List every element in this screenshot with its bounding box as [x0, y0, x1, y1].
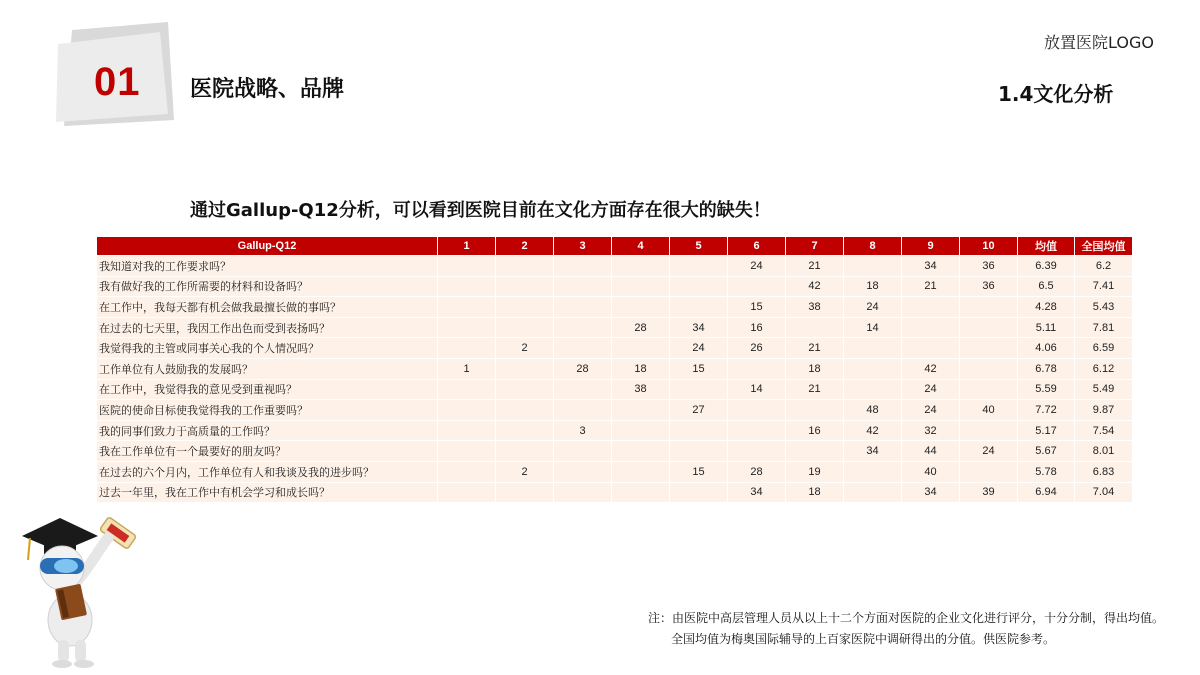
score-cell: 27 — [670, 400, 728, 421]
score-cell: 5.17 — [1018, 420, 1075, 441]
score-cell: 6.83 — [1075, 461, 1133, 482]
column-header: 全国均值 — [1075, 237, 1133, 256]
score-cell — [612, 276, 670, 297]
score-cell — [670, 276, 728, 297]
table-row — [97, 441, 1133, 462]
column-header: 均值 — [1018, 237, 1075, 256]
score-cell — [554, 256, 612, 277]
score-cell — [960, 420, 1018, 441]
score-cell: 32 — [902, 420, 960, 441]
score-cell — [612, 338, 670, 359]
table-row — [97, 400, 1133, 421]
score-cell: 7.54 — [1075, 420, 1133, 441]
score-cell — [670, 297, 728, 318]
score-cell — [554, 276, 612, 297]
score-cell: 24 — [728, 256, 786, 277]
score-cell: 42 — [902, 358, 960, 379]
score-cell: 34 — [728, 482, 786, 503]
question-cell: 在过去的六个月内，工作单位有人和我谈及我的进步吗？ — [97, 461, 438, 482]
graduate-figure-illustration — [18, 508, 158, 672]
score-cell: 42 — [786, 276, 844, 297]
score-cell — [728, 420, 786, 441]
column-header: 8 — [844, 237, 902, 256]
question-cell: 我知道对我的工作要求吗？ — [97, 256, 438, 277]
score-cell — [496, 276, 554, 297]
score-cell — [496, 482, 554, 503]
score-cell — [612, 400, 670, 421]
score-cell — [438, 420, 496, 441]
score-cell: 5.67 — [1018, 441, 1075, 462]
score-cell — [728, 441, 786, 462]
score-cell: 8.01 — [1075, 441, 1133, 462]
logo-placeholder: 放置医院LOGO — [1044, 33, 1154, 52]
score-cell: 28 — [612, 317, 670, 338]
table-row — [97, 461, 1133, 482]
question-cell: 我的同事们致力于高质量的工作吗？ — [97, 420, 438, 441]
score-cell — [670, 256, 728, 277]
score-cell — [670, 441, 728, 462]
score-cell: 15 — [728, 297, 786, 318]
score-cell: 18 — [786, 358, 844, 379]
table-row — [97, 420, 1133, 441]
score-cell: 2 — [496, 461, 554, 482]
score-cell — [902, 338, 960, 359]
footnote-line-2: 全国均值为梅奥国际辅导的上百家医院中调研得出的分值。供医院参考。 — [671, 632, 1056, 646]
column-header-question: Gallup-Q12 — [97, 237, 438, 256]
score-cell: 5.78 — [1018, 461, 1075, 482]
score-cell: 28 — [728, 461, 786, 482]
score-cell: 24 — [960, 441, 1018, 462]
score-cell: 6.78 — [1018, 358, 1075, 379]
score-cell: 5.49 — [1075, 379, 1133, 400]
score-cell — [496, 441, 554, 462]
score-cell — [554, 482, 612, 503]
score-cell: 18 — [786, 482, 844, 503]
score-cell — [554, 461, 612, 482]
score-cell: 7.41 — [1075, 276, 1133, 297]
score-cell — [496, 317, 554, 338]
score-cell: 4.06 — [1018, 338, 1075, 359]
gallup-q12-table — [96, 236, 1133, 503]
score-cell: 7.04 — [1075, 482, 1133, 503]
question-cell: 工作单位有人鼓励我的发展吗？ — [97, 358, 438, 379]
score-cell — [902, 317, 960, 338]
column-header: 1 — [438, 237, 496, 256]
score-cell — [728, 276, 786, 297]
section-title: 医院战略、品牌 — [190, 77, 345, 102]
score-cell: 2 — [496, 338, 554, 359]
score-cell — [612, 420, 670, 441]
score-cell: 6.94 — [1018, 482, 1075, 503]
score-cell: 3 — [554, 420, 612, 441]
score-cell: 15 — [670, 358, 728, 379]
score-cell: 34 — [902, 482, 960, 503]
score-cell — [670, 379, 728, 400]
footnote — [648, 608, 1164, 650]
score-cell — [438, 276, 496, 297]
score-cell: 6.12 — [1075, 358, 1133, 379]
score-cell: 24 — [902, 379, 960, 400]
score-cell: 42 — [844, 420, 902, 441]
score-cell: 21 — [786, 256, 844, 277]
score-cell: 4.28 — [1018, 297, 1075, 318]
score-cell: 24 — [670, 338, 728, 359]
score-cell: 44 — [902, 441, 960, 462]
score-cell: 36 — [960, 256, 1018, 277]
score-cell — [960, 297, 1018, 318]
table-row — [97, 276, 1133, 297]
score-cell — [844, 482, 902, 503]
column-header: 7 — [786, 237, 844, 256]
score-cell — [438, 379, 496, 400]
score-cell — [902, 297, 960, 318]
question-cell: 过去一年里，我在工作中有机会学习和成长吗？ — [97, 482, 438, 503]
score-cell — [554, 297, 612, 318]
score-cell: 16 — [728, 317, 786, 338]
score-cell: 16 — [786, 420, 844, 441]
score-cell: 6.2 — [1075, 256, 1133, 277]
score-cell: 38 — [786, 297, 844, 318]
column-header: 2 — [496, 237, 554, 256]
score-cell: 1 — [438, 358, 496, 379]
score-cell — [438, 441, 496, 462]
column-header: 3 — [554, 237, 612, 256]
score-cell: 28 — [554, 358, 612, 379]
question-cell: 在工作中，我每天都有机会做我最擅长做的事吗？ — [97, 297, 438, 318]
score-cell — [438, 317, 496, 338]
score-cell: 14 — [844, 317, 902, 338]
score-cell — [554, 317, 612, 338]
question-cell: 我在工作单位有一个最要好的朋友吗？ — [97, 441, 438, 462]
score-cell — [844, 379, 902, 400]
score-cell — [612, 256, 670, 277]
score-cell: 24 — [844, 297, 902, 318]
section-number-badge — [50, 22, 180, 127]
score-cell: 34 — [670, 317, 728, 338]
score-cell: 9.87 — [1075, 400, 1133, 421]
score-cell — [438, 297, 496, 318]
column-header: 9 — [902, 237, 960, 256]
score-cell: 21 — [786, 379, 844, 400]
score-cell: 6.59 — [1075, 338, 1133, 359]
score-cell: 7.72 — [1018, 400, 1075, 421]
table-row — [97, 379, 1133, 400]
score-cell: 21 — [902, 276, 960, 297]
score-cell: 15 — [670, 461, 728, 482]
score-cell — [438, 338, 496, 359]
score-cell: 38 — [612, 379, 670, 400]
question-cell: 在工作中，我觉得我的意见受到重视吗？ — [97, 379, 438, 400]
score-cell — [670, 420, 728, 441]
column-header: 6 — [728, 237, 786, 256]
score-cell — [554, 400, 612, 421]
score-cell: 24 — [902, 400, 960, 421]
score-cell: 40 — [960, 400, 1018, 421]
score-cell — [844, 461, 902, 482]
question-cell: 我觉得我的主管或同事关心我的个人情况吗？ — [97, 338, 438, 359]
question-cell: 在过去的七天里，我因工作出色而受到表扬吗？ — [97, 317, 438, 338]
score-cell: 6.5 — [1018, 276, 1075, 297]
column-header: 10 — [960, 237, 1018, 256]
table-row — [97, 338, 1133, 359]
score-cell — [670, 482, 728, 503]
score-cell — [496, 256, 554, 277]
score-cell: 39 — [960, 482, 1018, 503]
score-cell — [438, 400, 496, 421]
score-cell: 5.59 — [1018, 379, 1075, 400]
score-cell: 34 — [844, 441, 902, 462]
score-cell — [960, 461, 1018, 482]
score-cell — [728, 358, 786, 379]
score-cell: 34 — [902, 256, 960, 277]
score-cell — [496, 420, 554, 441]
question-cell: 我有做好我的工作所需要的材料和设备吗？ — [97, 276, 438, 297]
score-cell — [612, 482, 670, 503]
score-cell — [496, 379, 554, 400]
score-cell: 19 — [786, 461, 844, 482]
score-cell — [960, 379, 1018, 400]
score-cell: 6.39 — [1018, 256, 1075, 277]
score-cell — [612, 461, 670, 482]
column-header: 4 — [612, 237, 670, 256]
score-cell — [960, 338, 1018, 359]
score-cell — [438, 482, 496, 503]
score-cell — [438, 256, 496, 277]
score-cell: 26 — [728, 338, 786, 359]
score-cell: 5.43 — [1075, 297, 1133, 318]
score-cell — [554, 338, 612, 359]
score-cell — [786, 317, 844, 338]
score-cell — [496, 400, 554, 421]
score-cell: 18 — [612, 358, 670, 379]
table-row — [97, 317, 1133, 338]
table-row — [97, 297, 1133, 318]
score-cell: 18 — [844, 276, 902, 297]
score-cell — [844, 358, 902, 379]
score-cell: 5.11 — [1018, 317, 1075, 338]
score-cell — [728, 400, 786, 421]
score-cell — [496, 297, 554, 318]
score-cell — [612, 297, 670, 318]
score-cell — [844, 256, 902, 277]
score-cell: 40 — [902, 461, 960, 482]
score-cell: 7.81 — [1075, 317, 1133, 338]
score-cell: 14 — [728, 379, 786, 400]
column-header: 5 — [670, 237, 728, 256]
section-number: 01 — [94, 60, 141, 104]
headline: 通过Gallup-Q12分析，可以看到医院目前在文化方面存在很大的缺失！ — [190, 200, 771, 221]
score-cell — [554, 441, 612, 462]
table-row — [97, 256, 1133, 277]
score-cell — [786, 400, 844, 421]
score-cell — [786, 441, 844, 462]
score-cell — [612, 441, 670, 462]
score-cell — [960, 317, 1018, 338]
score-cell: 36 — [960, 276, 1018, 297]
footnote-line-1: 注：由医院中高层管理人员从以上十二个方面对医院的企业文化进行评分，十分分制，得出均值。 — [648, 611, 1165, 625]
score-cell — [554, 379, 612, 400]
score-cell — [438, 461, 496, 482]
score-cell — [844, 338, 902, 359]
table-header-row — [97, 237, 1133, 256]
score-cell: 48 — [844, 400, 902, 421]
table-row — [97, 358, 1133, 379]
score-cell — [496, 358, 554, 379]
score-cell — [960, 358, 1018, 379]
question-cell: 医院的使命目标使我觉得我的工作重要吗？ — [97, 400, 438, 421]
subsection-title: 1.4文化分析 — [998, 82, 1114, 106]
table-row — [97, 482, 1133, 503]
score-cell: 21 — [786, 338, 844, 359]
